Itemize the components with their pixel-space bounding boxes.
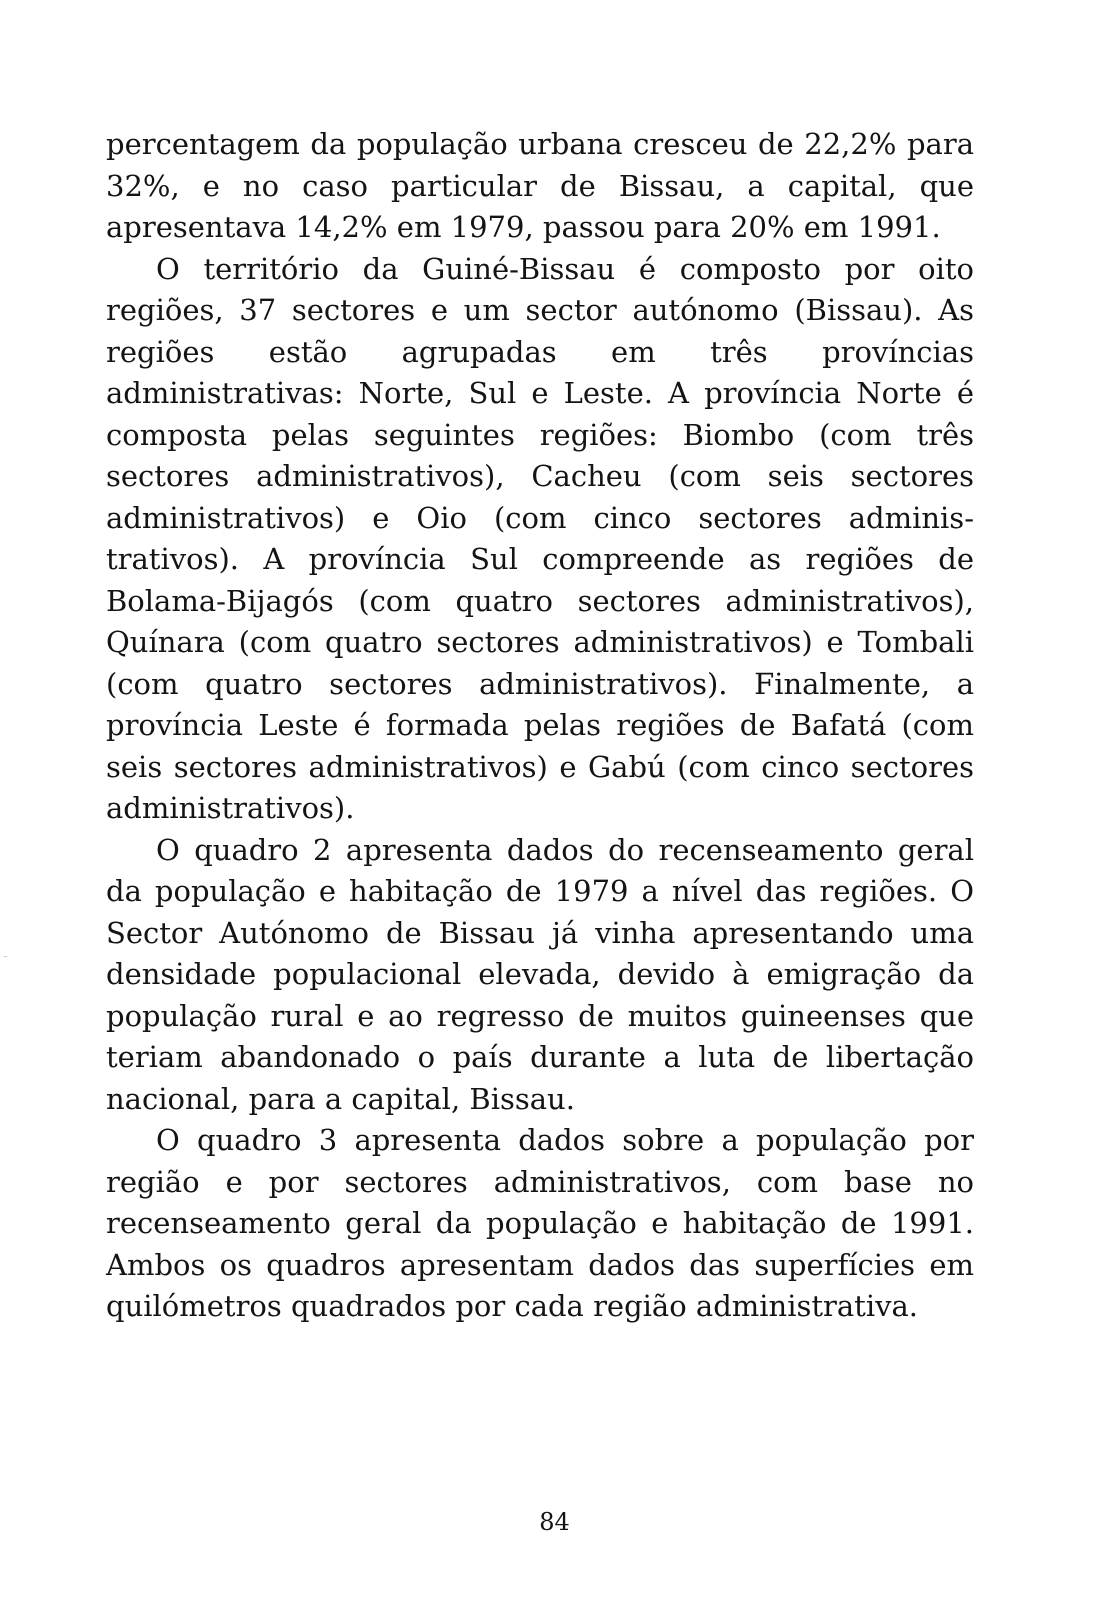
paragraph-2: O território da Guiné-Bissau é composto por oito regiões, 37 sectores e um sector autónomo (Bissau). As regiões estão agrupadas em três províncias administrativas: Norte, Sul e Leste. A província Norte é composta pelas seguintes regiões: Biombo (com três sectores administrativos), Cacheu (com seis sectores administrativos) e Oio (com cinco sectores administrativos). A província Sul compreende as regiões de Bolama-Bijagós (com quatro sectores administrativos), Quínara (com quatro sectores administrativos) e Tombali (com quatro sectores administrativos). Finalmente, a província Leste é formada pelas regiões de Bafatá (com seis sectores administrativos) e Gabú (com cinco sectores administrativos). xyxy=(106,251,974,825)
page-number: 84 xyxy=(539,1508,570,1536)
body-text xyxy=(106,124,974,1328)
scan-margin-mark xyxy=(4,956,7,957)
paragraph-4: O quadro 3 apresenta dados sobre a população por região e por sectores administrativos, com base no recenseamento geral da população e habitação de 1991. Ambos os quadros apresentam dados das superfícies em quilómetros quadrados por cada região administrativa. xyxy=(106,1123,974,1323)
paragraph-1: percentagem da população urbana cresceu de 22,2% para 32%, e no caso particular de Bissau, a capital, que apresentava 14,2% em 1979, passou para 20% em 1991. xyxy=(106,127,974,244)
paragraph-3: O quadro 2 apresenta dados do recenseamento geral da população e habitação de 1979 a nível das regiões. O Sector Autónomo de Bissau já vinha apresentando uma densidade populacional elevada, devido à emigração da população rural e ao regresso de muitos guineenses que teriam abandonado o país durante a luta de libertação nacional, para a capital, Bissau. xyxy=(106,832,974,1116)
